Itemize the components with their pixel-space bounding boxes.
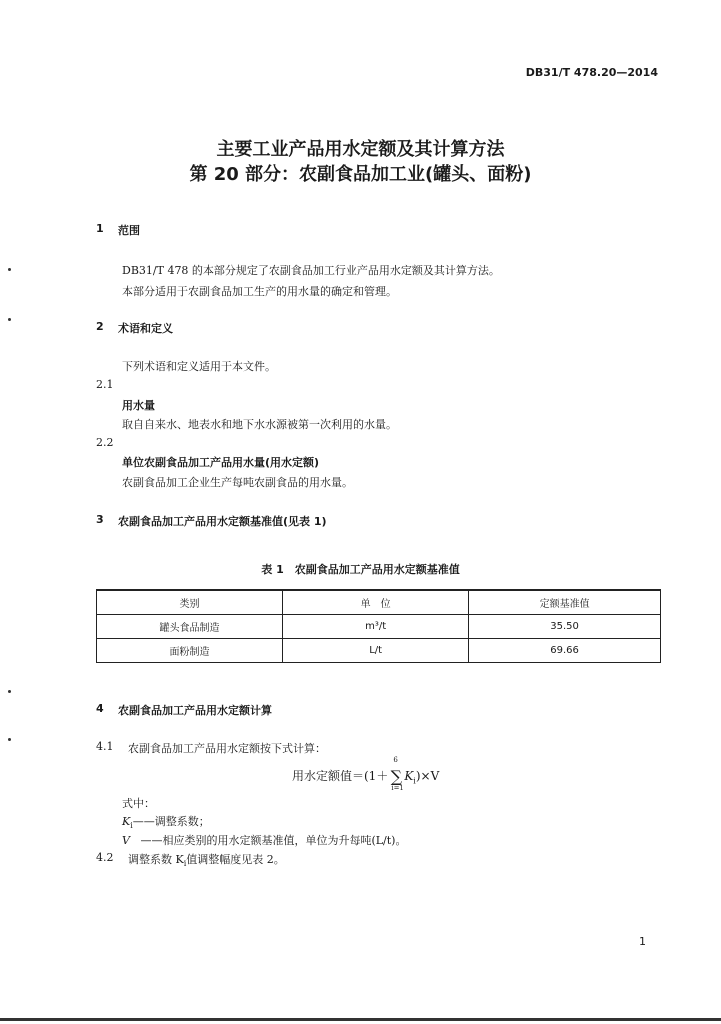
scan-speck	[8, 690, 11, 693]
term-2-1-definition: 取自自来水、地表水和地下水水源被第一次利用的水量。	[122, 418, 397, 431]
term-2-2-name: 单位农副食品加工产品用水量(用水定额)	[122, 456, 320, 469]
ki-subscript: i	[130, 821, 133, 831]
table-1-caption: 表 1 农副食品加工产品用水定额基准值	[261, 563, 460, 576]
term-2-1-name: 用水量	[122, 399, 155, 412]
section-4-number: 4	[96, 702, 104, 715]
standard-code: DB31/T 478.20—2014	[525, 66, 658, 79]
section-4-title: 农副食品加工产品用水定额计算	[118, 704, 272, 717]
section-1-number: 1	[96, 222, 104, 235]
term-2-2-number: 2.2	[96, 436, 114, 449]
summation-upper-limit: 6	[393, 755, 398, 764]
ki-symbol: K	[122, 815, 131, 828]
ki-description: ——调整系数；	[132, 815, 210, 828]
formula-term-subscript: i	[413, 776, 416, 786]
where-label: 式中：	[122, 797, 155, 810]
clause-4-2-lead: 调整系数 K	[128, 853, 184, 866]
summation-sign: ∑	[390, 766, 403, 786]
table-header-baseline: 定额基准值	[469, 590, 661, 615]
scan-edge-line	[0, 1018, 721, 1021]
clause-4-2-number: 4.2	[96, 851, 114, 864]
section-3-title: 农副食品加工产品用水定额基准值(见表 1)	[118, 515, 327, 528]
scan-speck	[8, 738, 11, 741]
table-cell: L/t	[283, 639, 469, 663]
summation-lower-limit: i=1	[391, 783, 404, 792]
formula-rhs: )×V	[415, 769, 440, 783]
table-cell: m³/t	[283, 615, 469, 639]
v-symbol: V	[122, 834, 130, 847]
section-2-intro: 下列术语和定义适用于本文件。	[122, 360, 276, 373]
summation	[388, 755, 404, 792]
ki-definition	[122, 813, 210, 830]
term-2-1-number: 2.1	[96, 378, 114, 391]
clause-4-2-text	[128, 851, 285, 868]
table-header-category: 类别	[97, 590, 283, 615]
v-description: ——相应类别的用水定额基准值，单位为升每吨(L/t)。	[140, 834, 407, 847]
clause-4-1-text: 农副食品加工产品用水定额按下式计算：	[128, 742, 326, 755]
term-2-2-definition: 农副食品加工企业生产每吨农副食品的用水量。	[122, 476, 353, 489]
table-1	[96, 589, 661, 663]
table-cell: 罐头食品制造	[97, 615, 283, 639]
page-number: 1	[639, 935, 646, 948]
table-cell: 面粉制造	[97, 639, 283, 663]
table-cell: 35.50	[469, 615, 661, 639]
formula-lhs: 用水定额值＝(1＋	[292, 769, 389, 783]
section-1-paragraph-1: DB31/T 478 的本部分规定了农副食品加工行业产品用水定额及其计算方法。	[122, 264, 500, 277]
table-cell: 69.66	[469, 639, 661, 663]
scan-speck	[8, 268, 11, 271]
section-1-paragraph-2: 本部分适用于农副食品加工生产的用水量的确定和管理。	[122, 285, 397, 298]
section-2-title: 术语和定义	[118, 322, 173, 335]
section-3-number: 3	[96, 513, 104, 526]
page-title-line2: 第 20 部分：农副食品加工业(罐头、面粉)	[189, 164, 532, 185]
table-header-unit: 单 位	[283, 590, 469, 615]
table-row	[97, 639, 661, 663]
table-header-row	[97, 590, 661, 615]
section-1-title: 范围	[118, 224, 140, 237]
clause-4-1-number: 4.1	[96, 740, 114, 753]
page-title-line1: 主要工业产品用水定额及其计算方法	[216, 139, 505, 160]
v-definition	[122, 832, 406, 848]
clause-4-2-rest: 值调整幅度见表 2。	[186, 853, 285, 866]
scan-speck	[8, 318, 11, 321]
formula-term: K	[404, 769, 414, 783]
clause-4-2-subscript: i	[183, 859, 187, 869]
formula	[292, 755, 440, 792]
table-row	[97, 615, 661, 639]
section-2-number: 2	[96, 320, 104, 333]
